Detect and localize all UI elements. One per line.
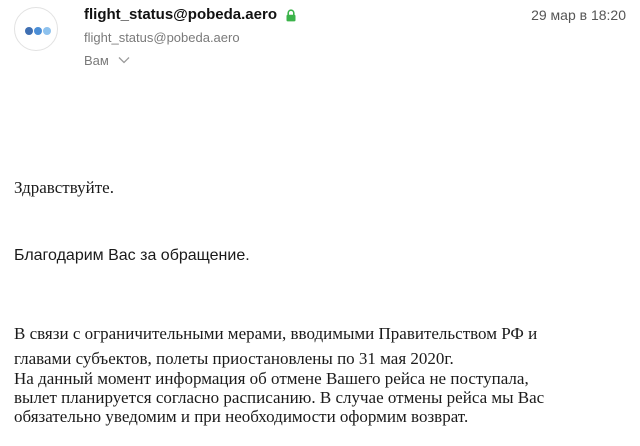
avatar-dot-3 bbox=[43, 27, 51, 35]
sender-name[interactable]: flight_status@pobeda.aero bbox=[84, 6, 277, 23]
avatar-dot-1 bbox=[25, 27, 33, 35]
sender-email[interactable]: flight_status@pobeda.aero bbox=[84, 30, 240, 45]
avatar-dot-2 bbox=[34, 27, 42, 35]
paragraph-restrictions bbox=[14, 321, 624, 371]
thanks-text: Благодарим Вас за обращение. bbox=[14, 247, 250, 264]
paragraph-line: вылет планируется согласно расписанию. В случае отмены рейса мы Вас bbox=[14, 388, 545, 407]
sender-avatar[interactable] bbox=[14, 7, 58, 51]
lock-icon bbox=[285, 9, 297, 22]
paragraph-line: В связи с ограничительными мерами, вводимыми Правительством РФ и bbox=[14, 324, 538, 343]
greeting-text: Здравствуйте. bbox=[14, 178, 114, 197]
chevron-down-icon[interactable] bbox=[118, 56, 130, 64]
paragraph-line: главами субъектов, полеты приостановлены по 31 мая 2020г. bbox=[14, 349, 454, 368]
recipient-label[interactable]: Вам bbox=[84, 53, 109, 68]
paragraph-flight-status bbox=[14, 369, 624, 426]
paragraph-line: обязательно уведомим и при необходимости оформим возврат. bbox=[14, 407, 469, 426]
message-date: 29 мар в 18:20 bbox=[531, 7, 626, 23]
paragraph-line: На данный момент информация об отмене Вашего рейса не поступала, bbox=[14, 369, 529, 388]
